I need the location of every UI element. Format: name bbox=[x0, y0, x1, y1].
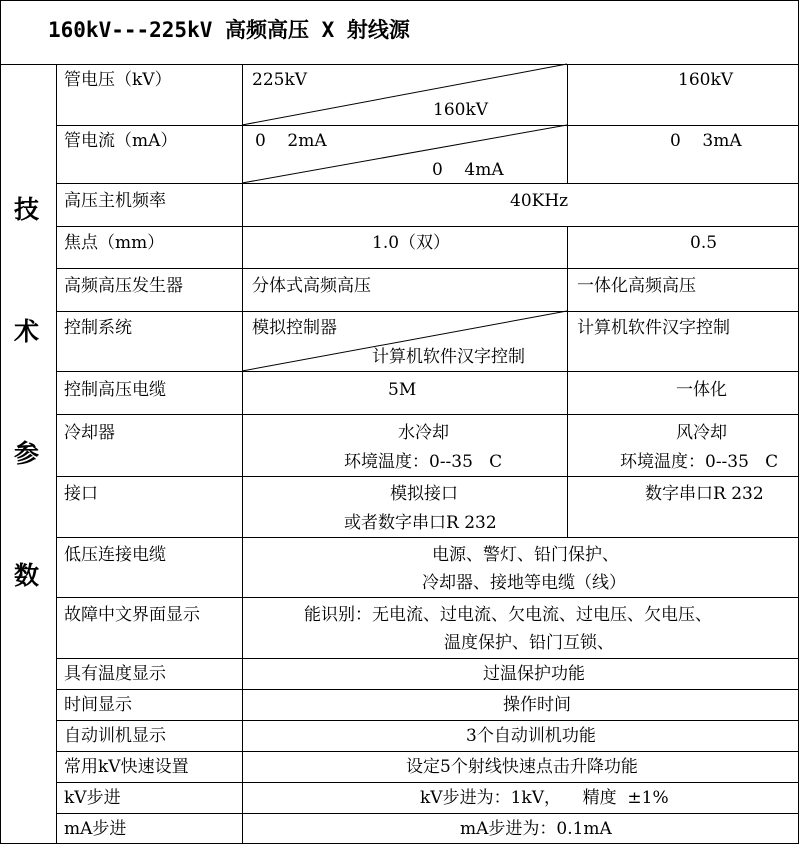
row-label: 时间显示 bbox=[64, 695, 132, 715]
row-label: 具有温度显示 bbox=[64, 664, 166, 684]
cell-value: 40KHz bbox=[510, 191, 569, 211]
cell-value: 1.0（双） bbox=[372, 233, 451, 253]
cell-value: 或者数字串口R 232 bbox=[344, 513, 497, 533]
row-label: 自动训机显示 bbox=[64, 726, 166, 746]
row-label: 管电流（mA） bbox=[64, 131, 178, 151]
row-label: 控制系统 bbox=[64, 318, 132, 338]
cell-value: 0.5 bbox=[690, 233, 718, 253]
cell-value: 一体化 bbox=[676, 380, 727, 400]
cell-value: 环境温度：0--35 C bbox=[620, 452, 779, 472]
row-label: mA步进 bbox=[64, 819, 127, 839]
cell-value: 模拟接口 bbox=[390, 484, 458, 504]
cell-value: 电源、警灯、铅门保护、 bbox=[432, 545, 619, 565]
cell-value: 过温保护功能 bbox=[483, 664, 585, 684]
cell-value: 5M bbox=[388, 380, 417, 400]
cell-value: 计算机软件汉字控制 bbox=[372, 347, 525, 367]
cell-value: 一体化高频高压 bbox=[577, 276, 696, 296]
row-label: 常用kV快速设置 bbox=[64, 757, 189, 777]
side-label-char: 术 bbox=[14, 317, 40, 346]
side-label-char: 数 bbox=[14, 561, 40, 590]
cell-value: 水冷却 bbox=[398, 423, 449, 443]
cell-value: 环境温度：0--35 C bbox=[344, 452, 503, 472]
cell-value: 冷却器、接地等电缆（线） bbox=[422, 573, 626, 593]
cell-value: 模拟控制器 bbox=[252, 318, 337, 338]
row-label: 低压连接电缆 bbox=[64, 545, 166, 565]
row-label: 冷却器 bbox=[64, 423, 115, 443]
cell-value: 能识别：无电流、过电流、欠电流、过电压、欠电压、 bbox=[304, 605, 712, 625]
cell-value: 0 4mA bbox=[432, 160, 504, 180]
row-label: 高频高压发生器 bbox=[64, 276, 183, 296]
cell-value: 160kV bbox=[433, 100, 489, 120]
row-label: 控制高压电缆 bbox=[64, 380, 166, 400]
cell-value: 操作时间 bbox=[503, 695, 571, 715]
row-label: 接口 bbox=[64, 484, 98, 504]
cell-value: 设定5个射线快速点击升降功能 bbox=[406, 757, 638, 777]
row-label: kV步进 bbox=[64, 788, 121, 808]
cell-value: 225kV bbox=[252, 70, 308, 90]
side-label-char: 技 bbox=[14, 195, 40, 224]
cell-value: 3个自动训机功能 bbox=[466, 726, 596, 746]
cell-value: 风冷却 bbox=[676, 423, 727, 443]
cell-value: 温度保护、铅门互锁、 bbox=[444, 633, 614, 653]
cell-value: 分体式高频高压 bbox=[252, 276, 371, 296]
row-label: 高压主机频率 bbox=[64, 191, 166, 211]
row-label: 管电压（kV） bbox=[64, 70, 172, 90]
cell-value: 计算机软件汉字控制 bbox=[577, 318, 730, 338]
row-label: 故障中文界面显示 bbox=[64, 605, 200, 625]
cell-value: kV步进为：1kV， 精度 ±1% bbox=[420, 788, 669, 808]
cell-value: 160kV bbox=[678, 70, 734, 90]
cell-value: 数字串口R 232 bbox=[645, 484, 764, 504]
cell-value: 0 2mA bbox=[255, 131, 327, 151]
side-label-char: 参 bbox=[14, 439, 40, 468]
row-label: 焦点（mm） bbox=[64, 233, 165, 253]
cell-value: 0 3mA bbox=[670, 131, 742, 151]
cell-value: mA步进为：0.1mA bbox=[460, 819, 612, 839]
page-title: 160kV---225kV 高频高压 X 射线源 bbox=[48, 18, 410, 42]
